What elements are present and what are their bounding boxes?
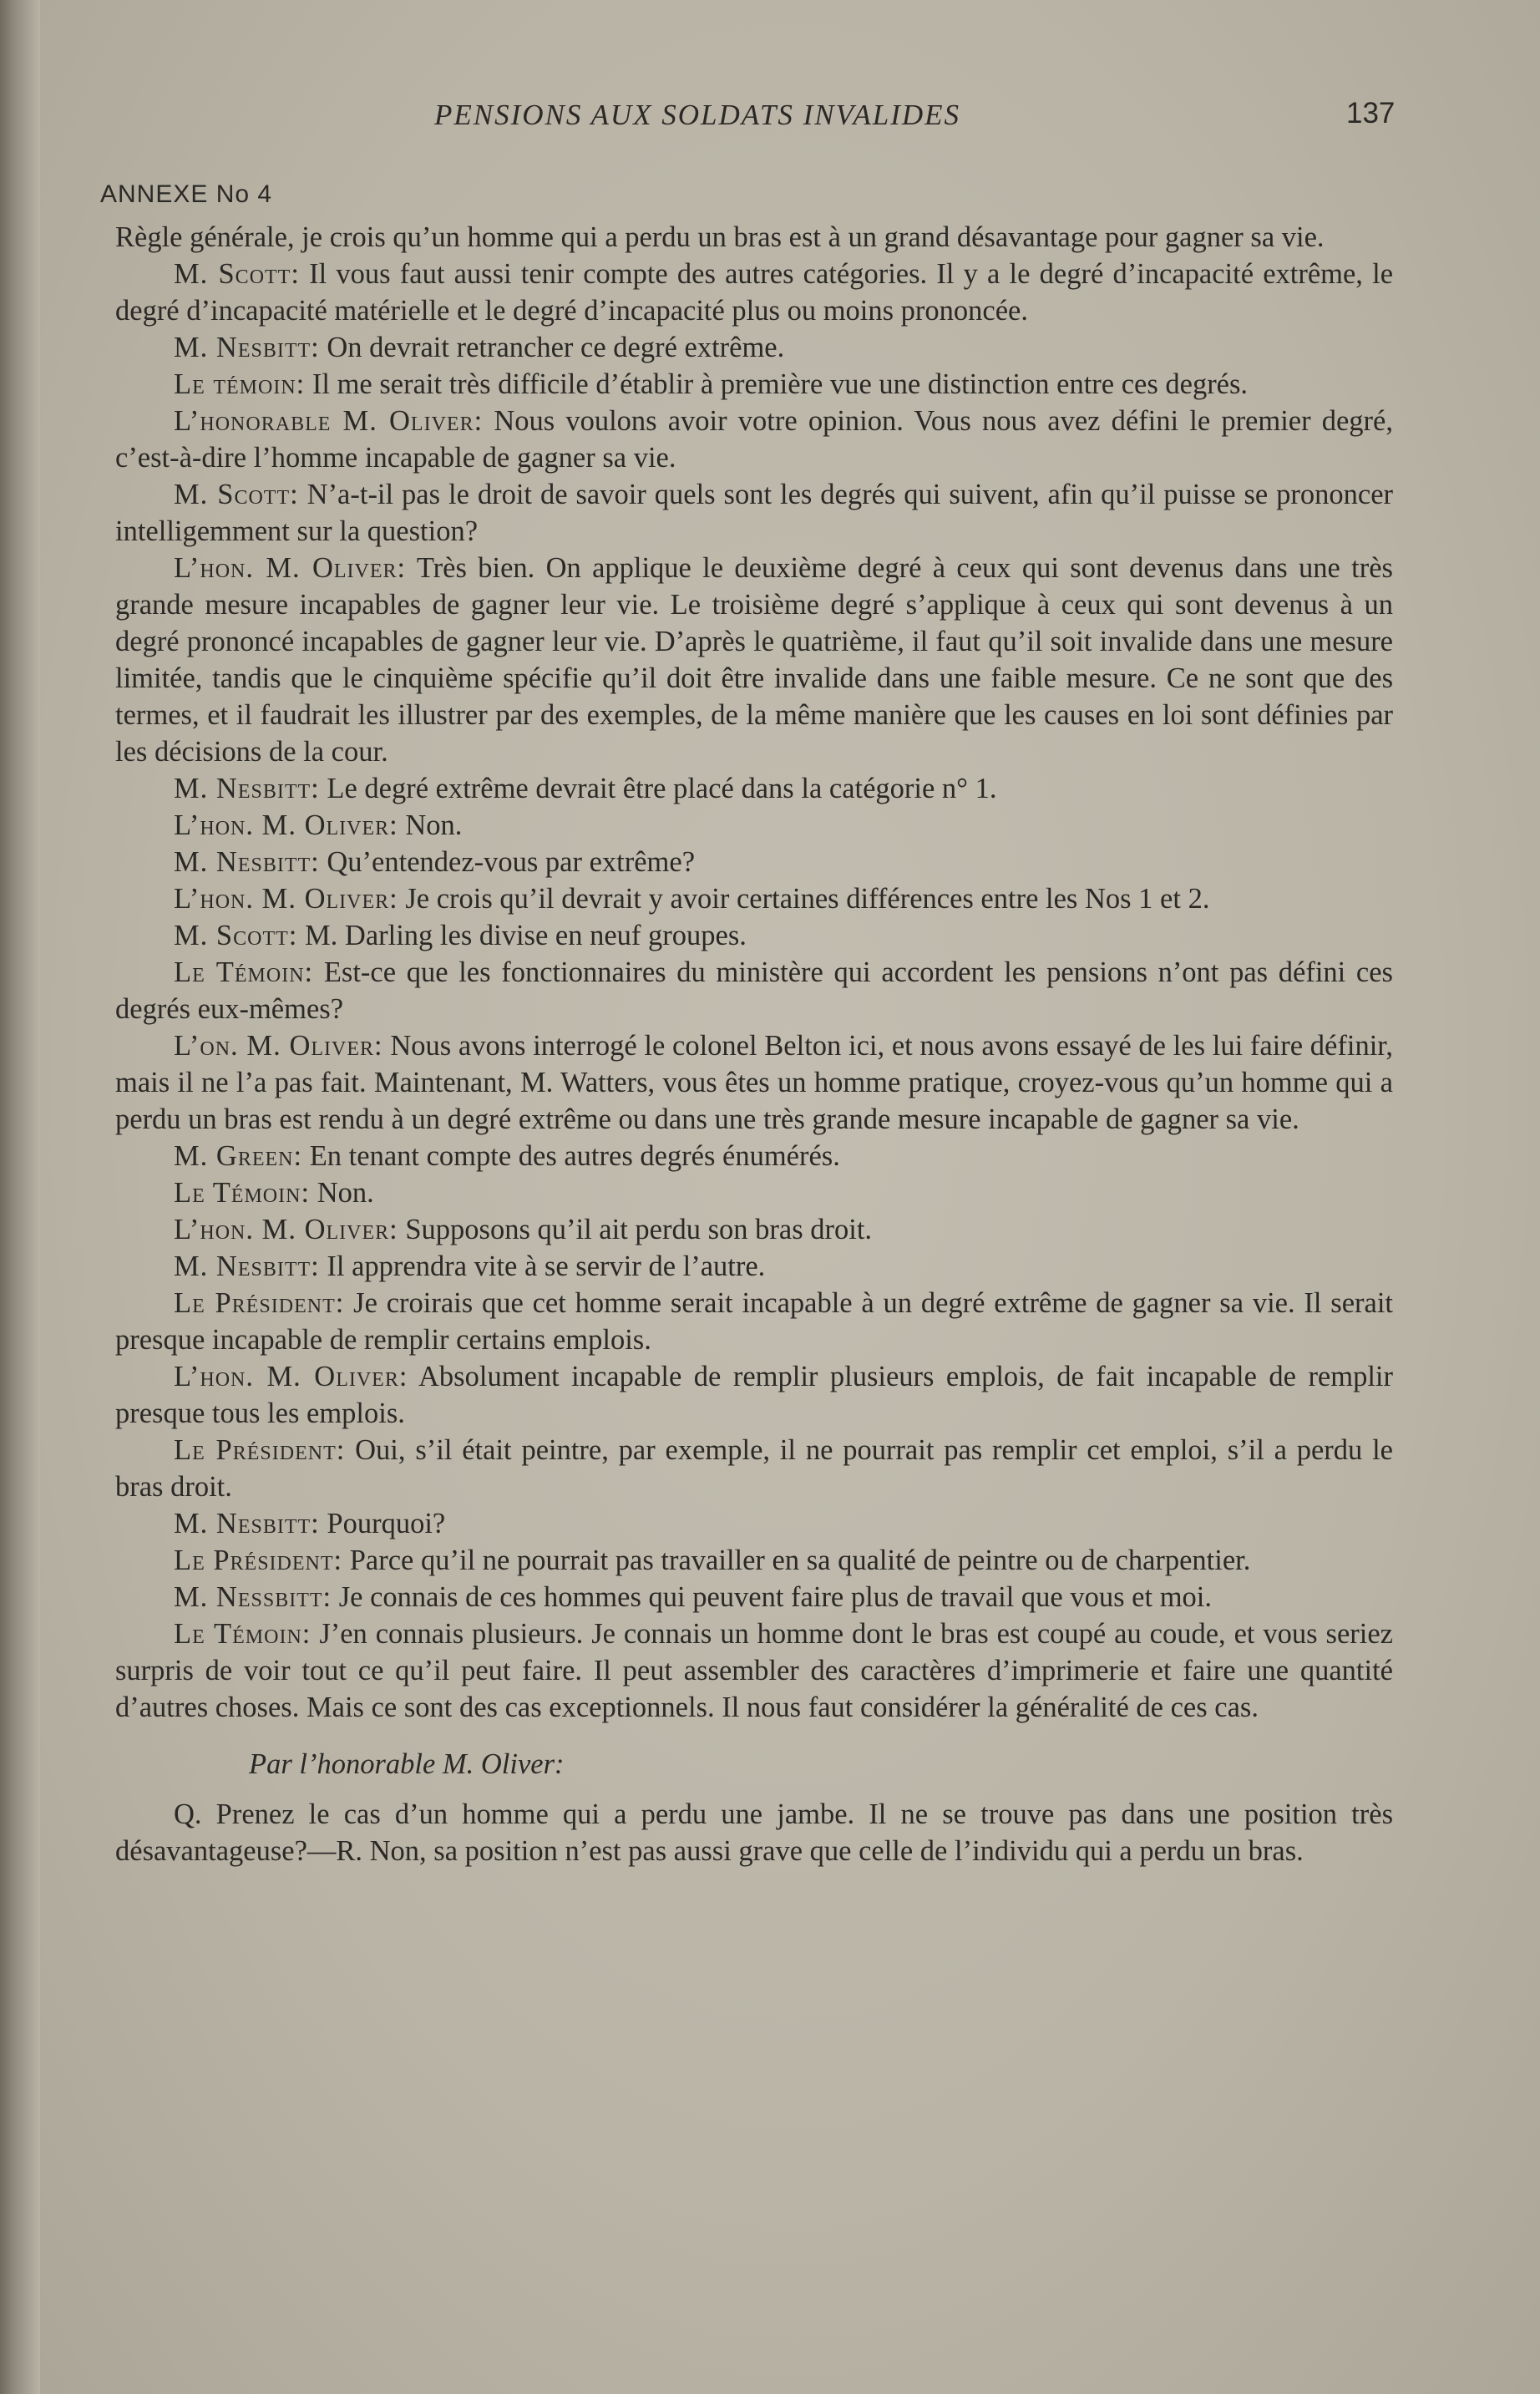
speaker-name: M. Nesbitt: — [174, 773, 320, 804]
paragraph-text: Est-ce que les fonctionnaires du ministère qui accordent les pensions n’ont pas défini ces degrés eux-mêmes? — [115, 956, 1393, 1025]
paragraph — [115, 1615, 1393, 1726]
annex-label: ANNEXE No 4 — [100, 180, 273, 208]
paragraph-text: Nous voulons avoir votre opinion. Vous nous avez défini le premier degré, c’est-à-dire l’homme incapable de gagner sa vie. — [115, 405, 1393, 474]
speaker-name: M. Scott: — [174, 258, 300, 290]
speaker-name: Le Témoin: — [174, 956, 314, 988]
body-text — [115, 219, 1393, 1869]
paragraph — [115, 1027, 1393, 1138]
paragraph — [115, 329, 1393, 366]
paragraph — [115, 550, 1393, 770]
paragraph — [115, 219, 1393, 256]
speaker-name: M. Scott: — [174, 920, 298, 951]
paragraph-text: Règle générale, je crois qu’un homme qui a perdu un bras est à un grand désavantage pour gagner sa vie. — [115, 221, 1325, 253]
paragraph-text: Très bien. On applique le deuxième degré à ceux qui sont devenus dans une très grande mesure incapables de gagner leur vie. Le troisième degré s’applique à ceux qui sont devenus à un degré prononcé incapables de gagner leur vie. D’après le quatrième, il faut qu’il soit invalide dans une mesure limitée, tandis que le cinquième spécifie qu’il doit être invalide dans une faible mesure. Ce ne sont que des termes, et il faudrait les illustrer par des exemples, de la même manière que les causes en loi sont définies par les décisions de la cour. — [115, 552, 1393, 768]
paragraph-text: J’en connais plusieurs. Je connais un homme dont le bras est coupé au coude, et vous seriez surpris de voir tout ce qu’il peut faire. Il peut assembler des caractères d’imprimerie et faire une quantité d’autres choses. Mais ce sont des cas exceptionnels. Il nous faut considérer la généralité de ces cas. — [115, 1618, 1393, 1723]
paragraph — [115, 1579, 1393, 1615]
speaker-name: Le Témoin: — [174, 1618, 312, 1650]
paragraph-text: Non. — [310, 1177, 374, 1209]
speaker-name: M. Nesbitt: — [174, 332, 320, 363]
paragraph — [115, 1358, 1393, 1432]
speaker-name: Le Témoin: — [174, 1177, 311, 1209]
speaker-name: M. Nesbitt: — [174, 846, 320, 878]
paragraph-text: M. Darling les divise en neuf groupes. — [297, 920, 747, 951]
paragraph — [115, 770, 1393, 807]
paragraph — [115, 366, 1393, 403]
paragraph-text: Absolument incapable de remplir plusieurs emplois, de fait incapable de remplir presque tous les emplois. — [115, 1361, 1393, 1429]
speaker-name: M. Scott: — [174, 479, 299, 510]
speaker-name: Le témoin: — [174, 368, 306, 400]
book-binding-shadow — [0, 0, 40, 2394]
paragraph — [115, 880, 1393, 917]
paragraph-text: Pourquoi? — [319, 1508, 446, 1539]
paragraph-text: On devrait retrancher ce degré extrême. — [319, 332, 785, 363]
paragraph-text: Je croirais que cet homme serait incapable à un degré extrême de gagner sa vie. Il serait presque incapable de remplir certains emplois. — [115, 1287, 1394, 1356]
paragraph-text: N’a-t-il pas le droit de savoir quels sont les degrés qui suivent, afin qu’il puisse se prononcer intelligemment sur la question? — [115, 479, 1394, 547]
paragraph-text: Il me serait très difficile d’établir à première vue une distinction entre ces degrés. — [305, 368, 1249, 400]
paragraph — [115, 1211, 1393, 1248]
paragraph-text: Parce qu’il ne pourrait pas travailler en sa qualité de peintre ou de charpentier. — [342, 1544, 1251, 1576]
paragraph-text: Supposons qu’il ait perdu son bras droit. — [398, 1214, 873, 1245]
question-paragraph: Q. Prenez le cas d’un homme qui a perdu une jambe. Il ne se trouve pas dans une position très désavantageuse?—R. Non, sa position n’est pas aussi grave que celle de l’individu qui a perdu un bras. — [115, 1798, 1393, 1867]
paragraph — [115, 403, 1393, 476]
paragraph — [115, 1174, 1393, 1211]
speaker-name: L’hon. M. Oliver: — [174, 1361, 408, 1392]
speaker-name: L’honorable M. Oliver: — [174, 405, 484, 437]
examination-subheading: Par l’honorable M. Oliver: — [249, 1748, 565, 1780]
speaker-name: Le Président: — [174, 1434, 346, 1466]
speaker-name: M. Nessbitt: — [174, 1581, 332, 1613]
paragraph-text: Il vous faut aussi tenir compte des autres catégories. Il y a le degré d’incapacité extrême, le degré d’incapacité matérielle et le degré d’incapacité plus ou moins prononcée. — [115, 258, 1394, 327]
paragraph — [115, 256, 1393, 329]
paragraph — [115, 954, 1393, 1027]
running-title: PENSIONS AUX SOLDATS INVALIDES — [434, 99, 961, 131]
speaker-name: L’hon. M. Oliver: — [174, 552, 407, 584]
paragraph — [115, 1138, 1393, 1174]
paragraph-text: Oui, s’il était peintre, par exemple, il ne pourrait pas remplir cet emploi, s’il a perdu le bras droit. — [115, 1434, 1393, 1503]
speaker-name: Le Président: — [174, 1544, 343, 1576]
paragraph — [115, 1505, 1393, 1542]
paragraph — [115, 1248, 1393, 1285]
page-number: 137 — [1346, 97, 1396, 129]
paragraph — [115, 1285, 1393, 1358]
paragraph-text: Nous avons interrogé le colonel Belton ici, et nous avons essayé de les lui faire définir, mais il ne l’a pas fait. Maintenant, M. Watters, vous êtes un homme pratique, croyez-vous qu’un homme qui a perdu un bras est rendu à un degré extrême ou dans une très grande mesure incapable de gagner sa vie. — [115, 1030, 1394, 1135]
paragraph-text: Je connais de ces hommes qui peuvent faire plus de travail que vous et moi. — [332, 1581, 1212, 1613]
paragraph — [115, 476, 1393, 550]
paragraph — [115, 844, 1393, 880]
paragraph — [115, 807, 1393, 844]
paragraph-text: Il apprendra vite à se servir de l’autre. — [319, 1250, 766, 1282]
paragraph-text: Qu’entendez-vous par extrême? — [319, 846, 696, 878]
speaker-name: M. Nesbitt: — [174, 1508, 320, 1539]
paragraph-text: En tenant compte des autres degrés énumérés. — [302, 1140, 840, 1172]
paragraph — [115, 1542, 1393, 1579]
speaker-name: M. Nesbitt: — [174, 1250, 320, 1282]
speaker-name: L’hon. M. Oliver: — [174, 883, 398, 915]
paragraph-text: Le degré extrême devrait être placé dans la catégorie n° 1. — [319, 773, 997, 804]
speaker-name: L’hon. M. Oliver: — [174, 809, 398, 841]
speaker-name: L’hon. M. Oliver: — [174, 1214, 398, 1245]
paragraph — [115, 917, 1393, 954]
paragraph-text: Non. — [398, 809, 463, 841]
speaker-name: M. Green: — [174, 1140, 303, 1172]
speaker-name: L’on. M. Oliver: — [174, 1030, 383, 1062]
speaker-name: Le Président: — [174, 1287, 345, 1319]
paragraph — [115, 1432, 1393, 1505]
paragraph-text: Je crois qu’il devrait y avoir certaines différences entre les Nos 1 et 2. — [398, 883, 1210, 915]
